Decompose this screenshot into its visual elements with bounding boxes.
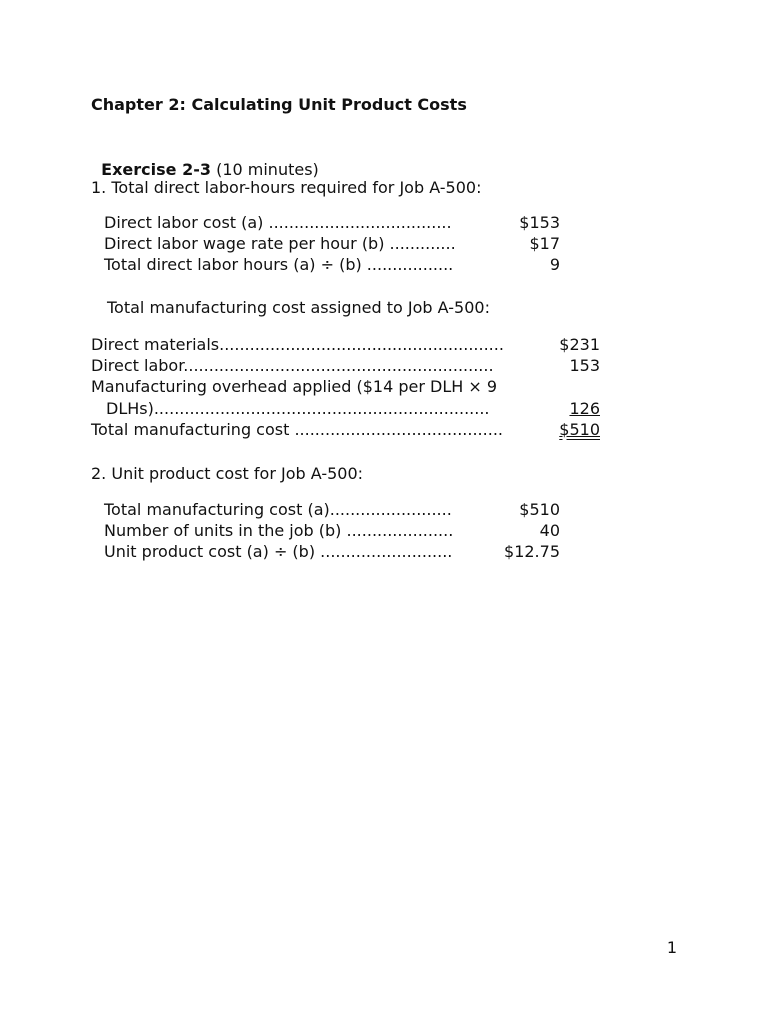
part1-heading: 1. Total direct labor-hours required for Job A-500: <box>91 178 482 197</box>
part1-row-value: $153 <box>519 213 560 232</box>
part1-row-label: Direct labor cost (a) .................................... <box>104 213 452 232</box>
part2-row-value: 40 <box>539 521 560 540</box>
manufacturing-row-value: 153 <box>569 356 600 375</box>
part2-heading: 2. Unit product cost for Job A-500: <box>91 464 364 483</box>
manufacturing-row-value: $231 <box>559 335 600 354</box>
exercise-label: Exercise 2-3 <box>101 160 211 179</box>
part2-row-value: $12.75 <box>504 542 560 561</box>
part1-row-value: 9 <box>549 255 560 274</box>
part1-row-label: Total direct labor hours (a) ÷ (b) ................. <box>104 255 454 274</box>
chapter-title: Chapter 2: Calculating Unit Product Costs <box>91 95 467 114</box>
manufacturing-total-label: Total manufacturing cost ......................................... <box>91 420 503 439</box>
manufacturing-total-value: $510 <box>559 420 600 439</box>
exercise-heading <box>91 138 319 180</box>
part2-row-label: Total manufacturing cost (a)........................ <box>104 500 452 519</box>
part1-row-label: Direct labor wage rate per hour (b) ............. <box>104 234 456 253</box>
part2-row-value: $510 <box>519 500 560 519</box>
manufacturing-row-label: Direct materials........................................................ <box>91 335 504 354</box>
part1-row-value: $17 <box>529 234 560 253</box>
manufacturing-row-value: 126 <box>569 399 600 418</box>
exercise-duration: (10 minutes) <box>216 160 319 179</box>
page-number: 1 <box>666 938 677 957</box>
manufacturing-heading: Total manufacturing cost assigned to Job A-500: <box>107 298 490 317</box>
manufacturing-row-label: DLHs).................................................................. <box>106 399 490 418</box>
manufacturing-row-label: Direct labor............................................................. <box>91 356 494 375</box>
manufacturing-row-label: Manufacturing overhead applied ($14 per DLH × 9 <box>91 377 498 396</box>
part2-row-label: Number of units in the job (b) ..................... <box>104 521 454 540</box>
part2-row-label: Unit product cost (a) ÷ (b) .......................... <box>104 542 453 561</box>
